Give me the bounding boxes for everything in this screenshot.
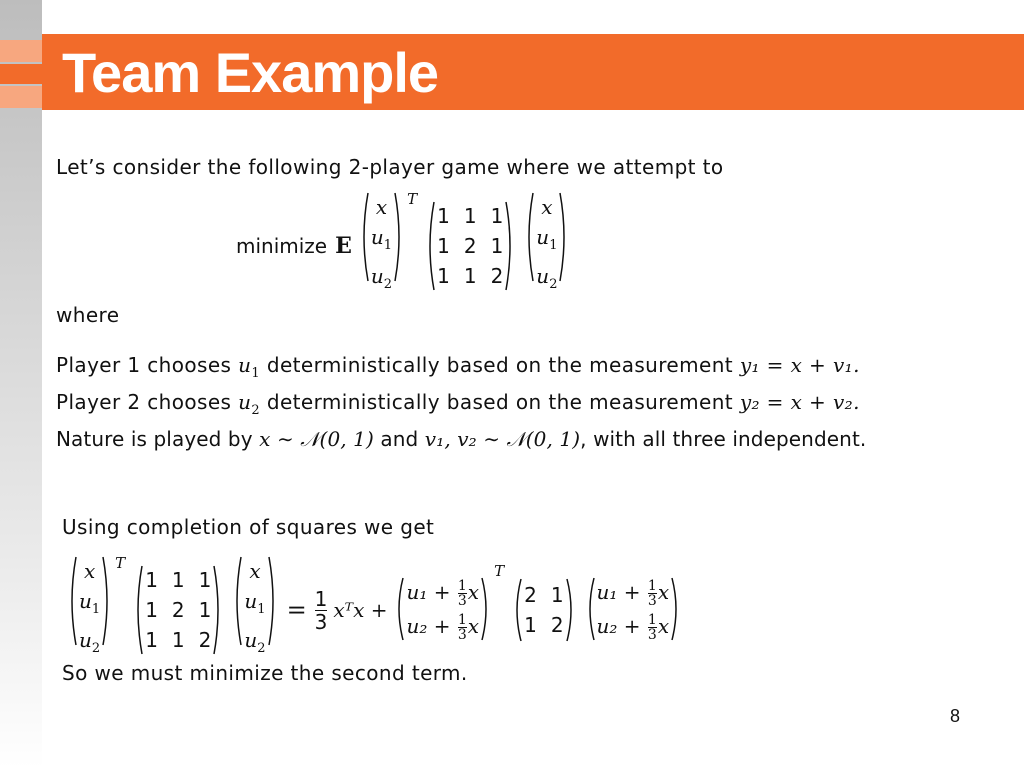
right-paren (213, 564, 223, 656)
minimize-equation (236, 190, 572, 296)
expectation-symbol: E (335, 233, 352, 259)
equals-sign: = (286, 596, 307, 624)
vector-x-u1-u2 (359, 191, 404, 301)
title-stripe (0, 64, 42, 84)
matrix-cell: 1 (437, 234, 450, 258)
matrix-2x2 (512, 577, 575, 643)
left-paren (585, 576, 595, 642)
transpose-mark: T (115, 554, 126, 572)
vector-u-plus-x (585, 576, 682, 644)
vec-cell: $u_1$ (370, 225, 393, 253)
left-paren (359, 191, 369, 283)
matrix-cell: 1 (490, 234, 504, 258)
matrix-cell: 1 (198, 598, 212, 622)
title-stripe (0, 86, 42, 108)
left-paren (394, 576, 404, 642)
vec-cell: $u_1$ (79, 589, 101, 617)
matrix-cell: 1 (171, 568, 185, 592)
vector-u-plus-x (394, 576, 491, 644)
right-paren (505, 200, 515, 292)
matrix-cell: 2 (198, 628, 212, 652)
vec-cell: $u_2$ (79, 628, 101, 656)
vec-cell: $u_2$ (244, 628, 266, 656)
matrix-cell: 2 (490, 264, 504, 288)
matrix-cell: 1 (145, 598, 158, 622)
vector-x-u1-u2 (524, 191, 569, 301)
matrix-cell: 1 (171, 628, 185, 652)
left-paren (232, 555, 242, 647)
matrix-cell: 1 (463, 204, 477, 228)
matrix-cell: 1 (437, 204, 450, 228)
left-paren (425, 200, 435, 292)
matrix-cell: 1 (463, 264, 477, 288)
vec-cell: x (83, 559, 96, 583)
matrix-cell: 1 (490, 204, 504, 228)
slide-title: Team Example (62, 41, 439, 104)
left-paren (512, 577, 522, 643)
player1-line: Player 1 chooses $u_1$ deterministically based on the measurement y₁ = x + v₁. (56, 353, 860, 381)
right-paren (566, 577, 576, 643)
left-paren (67, 555, 77, 647)
matrix-cell: 2 (463, 234, 477, 258)
vec-cell: x (541, 195, 553, 219)
left-paren (133, 564, 143, 656)
right-paren (268, 555, 278, 647)
vec-cell: $u_2$ (370, 264, 393, 292)
matrix-cell: 2 (550, 613, 564, 637)
vec-cell: x (249, 559, 261, 583)
vector-x-u1-u2 (232, 555, 277, 665)
nature-line: Nature is played by x ∼ 𝒩(0, 1) and v₁, v₂ ∼ 𝒩(0, 1), with all three independent. (56, 427, 867, 451)
matrix-cell: 1 (145, 568, 158, 592)
where-text: where (56, 303, 120, 327)
conclusion-text: So we must minimize the second term. (62, 661, 468, 685)
right-paren (481, 576, 491, 642)
matrix-cell: 2 (171, 598, 185, 622)
vec-cell: u₁ + $\frac{1}{3}$ x (406, 578, 480, 609)
player2-line: Player 2 chooses $u_2$ deterministically based on the measurement y₂ = x + v₂. (56, 390, 860, 418)
vec-cell: $u_1$ (244, 589, 266, 617)
vec-cell: x (375, 195, 388, 219)
sidebar-gradient (0, 0, 42, 768)
vector-x-u1-u2 (67, 555, 112, 665)
matrix-cell: 1 (524, 613, 537, 637)
matrix-3x3 (133, 564, 223, 656)
matrix-cell: 1 (550, 583, 564, 607)
right-paren (559, 191, 569, 283)
minimize-label: minimize (236, 234, 328, 258)
right-paren (671, 576, 681, 642)
right-paren (102, 555, 112, 647)
left-paren (524, 191, 534, 283)
vec-cell: u₂ + $\frac{1}{3}$ x (596, 612, 670, 643)
title-stripe (0, 40, 42, 62)
vec-cell: u₁ + $\frac{1}{3}$ x (596, 578, 670, 609)
right-paren (394, 191, 404, 283)
vec-cell: $u_2$ (536, 264, 558, 292)
completion-text: Using completion of squares we get (62, 515, 435, 539)
matrix-cell: 1 (437, 264, 450, 288)
page-number: 8 (950, 706, 961, 726)
transpose-mark: T (494, 562, 505, 580)
fraction-one-third: 1 3 (314, 586, 328, 634)
matrix-3x3 (425, 200, 515, 292)
vec-cell: u₂ + $\frac{1}{3}$ x (406, 612, 480, 643)
vec-cell: $u_1$ (536, 225, 558, 253)
xtx-term: xᵀx + (333, 598, 388, 622)
completion-equation (64, 554, 684, 660)
matrix-cell: 2 (524, 583, 537, 607)
matrix-cell: 1 (145, 628, 158, 652)
intro-text: Let’s consider the following 2-player game where we attempt to (56, 155, 724, 179)
matrix-cell: 1 (198, 568, 212, 592)
transpose-mark: T (407, 190, 418, 208)
